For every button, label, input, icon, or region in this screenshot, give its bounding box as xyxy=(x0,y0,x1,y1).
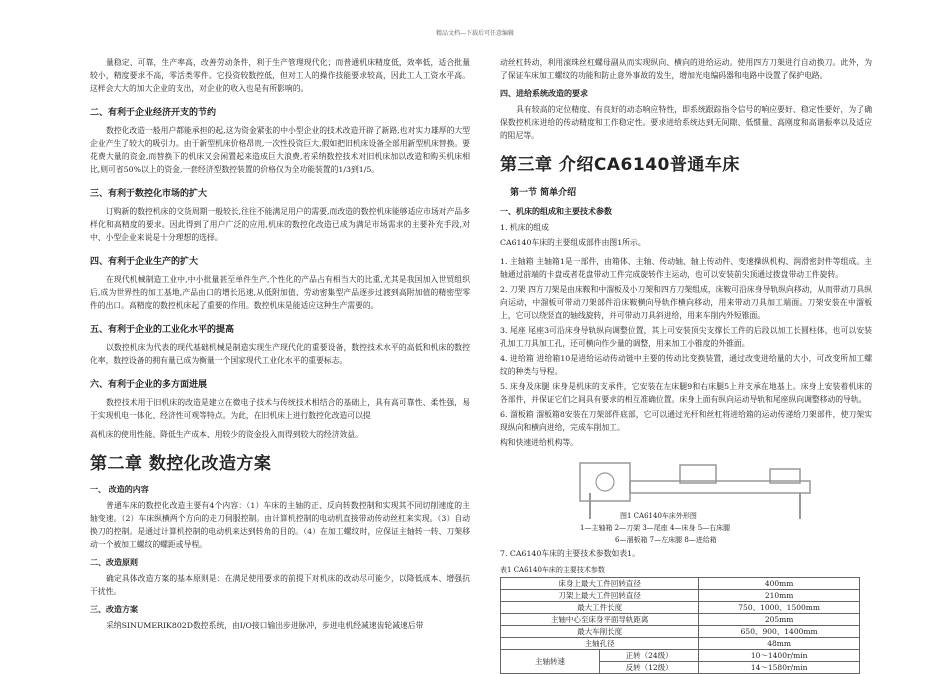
spec-value: 750、1000、1500mm xyxy=(699,602,860,614)
section-5-title: 五、有利于企业的工业化水平的提高 xyxy=(90,325,235,335)
section-2-title: 二、有利于企业经济开支的节约 xyxy=(90,108,217,118)
content-text: 普通车床的数控化改造主要有4个内容：（1）车床的主轴的正、反向转数控制和实现其不同切削速度的主轴变速。（2）车床纵横两个方向的走刀伺服控制。由计算机控制的电动机直接带动传动丝杠来实现。（3）自动换刀的控制。是通过计算机控制的电动机来达到转角的目的。（4）在加工螺纹时，应保证主轴转一转、刀架移动一个被加工螺纹的螺距或导程。 xyxy=(90,501,470,549)
table-row xyxy=(501,626,860,638)
subsection-1-title: 一、机床的组成和主要技术参数 xyxy=(500,207,612,216)
para-tailstock: 3. 尾座 尾座3可沿床身导轨纵向调整位置，其上可安装顶尖支撑长工件的后段以加工长圆柱体，也可以安装孔加工刀具加工孔，还可横向作少量的调整，用来加工小锥度的外锥面。 xyxy=(500,326,872,348)
table-row xyxy=(501,638,860,650)
spec-value: 10～1400r/min xyxy=(699,650,860,662)
feed-requirements-text: 具有较高的定位精度、有良好的动态响应特性，即系统跟踪指令信号的响应要好、稳定性要好，为了确保数控机床进给的传动精度和工作稳定性。要求进给系统达到无间隙、低惯量、高刚度和高谐振率以及适应的阻尼等。 xyxy=(500,105,872,140)
section-4-title: 四、有利于企业生产的扩大 xyxy=(90,257,199,267)
figure-caption: 图1 CA6140车床外形图 xyxy=(620,512,697,520)
section-3-text: 订购新的数控机床的交货周期一般较长,往往不能满足用户的需要,而改造的数控机床能够适应市场对产品多样化和高精度的要求。因此得到了用户广泛的应用,机床的数控化改造已成为满足市场需求的主要补充手段,对中、小型企业来说是十分理想的选择。 xyxy=(90,207,470,242)
table-row xyxy=(501,590,860,602)
figure-legend-2: 6—溜板箱 7—左床腿 8—进给箱 xyxy=(615,536,717,544)
plan-text: 采纳SINUMERIK802D数控系统，由I/O接口输出步进脉冲，步进电机经减速齿轮减速后带 xyxy=(106,621,424,630)
lathe-figure xyxy=(500,451,872,561)
spec-value: 400mm xyxy=(699,578,860,590)
lathe-drawing-icon xyxy=(570,451,830,521)
section-6-title: 六、有利于企业的多方面进展 xyxy=(90,380,208,390)
plan-title: 三、改造方案 xyxy=(90,605,138,614)
para-feed-box: 4. 进给箱 进给箱10是进给运动传动链中主要的传动比变换装置，通过改变进给量的大小，可改变所加工螺纹的种类与导程。 xyxy=(500,354,872,376)
table-caption: 表1 CA6140车床的主要技术参数 xyxy=(500,566,605,574)
section-4-text: 在现代机械制造工业中,中小批量甚至单件生产,个性化的产品占有相当大的比重,尤其是我国加入世贸组织后,成为世界性的加工基地,产品由口的增长迅速,从低附加值、劳动密集型产品逐步过渡到高附加值的精密型零件的出口。高精度的数控机床起了重要的作用。数控机床是能适应这种生产需要的。 xyxy=(90,275,470,310)
left-column xyxy=(90,56,470,638)
spec-value: 48mm xyxy=(699,638,860,650)
section-3-title: 三、有利于数控化市场的扩大 xyxy=(90,189,208,199)
spec-subname: 正转（24级） xyxy=(600,650,699,662)
para-headstock: 1. 主轴箱 主轴箱1是一部件，由箱体、主轴、传动轴、轴上传动件、变速操纵机构、润滑密封件等组成。主轴通过前端的卡盘或者花盘带动工件完成旋转作主运动，也可以安装前尖顶通过拨盘带动工件旋转。 xyxy=(500,257,872,279)
spec-intro: 7. CA6140车床的主要技术参数如表1。 xyxy=(500,549,640,558)
spec-name: 最大车削长度 xyxy=(501,626,699,638)
para-tool-post: 2. 刀架 四方刀架是由床鞍和中溜板及小刀架和四方刀架组成，床鞍可沿床身导轨纵向移动，从而带动刀具纵向运动，中溜板可带动刀架部件沿床鞍横向导轨作横向移动，用来带动刀具加工端面。刀架安装在中溜板上，它可以绕竖直的轴线旋转，并可带动刀具斜进给，用来车削内外短锥面。 xyxy=(500,285,872,320)
figure-legend-1: 1—主轴箱 2—刀架 3—尾座 4—床身 5—右床腿 xyxy=(580,524,731,532)
chapter-3-title: 第三章 介绍CA6140普通车床 xyxy=(500,155,740,175)
principle-title: 二、改造原则 xyxy=(90,558,138,567)
spec-value: 205mm xyxy=(699,614,860,626)
spec-name: 最大工件长度 xyxy=(501,602,699,614)
spec-name: 床身上最大工件回转直径 xyxy=(501,578,699,590)
section-6-text-cont: 高机床的使用性能、降低生产成本、用较少的资金投入而得到较大的经济效益。 xyxy=(90,430,363,439)
spec-value: 14～1580r/min xyxy=(699,662,860,674)
section-5-text: 以数控机床为代表的现代基础机械是制造实现生产现代化的重要设备，数控技术水平的高低和机床的数控化率，数控设备的拥有量已成为衡量一个国家现代工业化水平的重要标志。 xyxy=(90,343,470,365)
table-row xyxy=(501,650,860,662)
spec-name: 主轴孔径 xyxy=(501,638,699,650)
spec-value: 210mm xyxy=(699,590,860,602)
spec-table xyxy=(500,577,860,674)
para-apron-cont: 构和快速进给机构等。 xyxy=(500,438,578,447)
right-column xyxy=(500,56,872,674)
section-6-text: 数控技术用于旧机床的改造是建立在微电子技术与传统技术相结合的基础上，具有高可靠性、柔性强，易于实现机电一体化、经济性可观等特点。为此，在旧机床上进行数控化改造可以提 xyxy=(90,398,470,420)
item-1-text: CA6140车床的主要组成部件由图1所示。 xyxy=(500,238,646,247)
para-bed: 5. 床身及床腿 床身是机床的支承件，它安装在左床腿9和右床腿5上并支承在地基上。床身上安装着机床的各部件，并保证它们之间具有要求的相互准确位置。床身上面有纵向运动导轨和尾座纵向调整移动的导轨。 xyxy=(500,382,872,404)
spec-name: 主轴转速 xyxy=(501,650,600,674)
continuation-paragraph: 动丝杠转动，利用滚珠丝杠螺母副从而实现纵向、横向的进给运动。使用四方刀架进行自动换刀。此外，为了保证车床加工螺纹的功能和防止意外事故的发生，增加光电编码器和电路中设置了保护电路。 xyxy=(500,58,872,80)
chapter-2-title: 第二章 数控化改造方案 xyxy=(90,454,272,474)
table-row xyxy=(501,578,860,590)
spec-subname: 反转（12级） xyxy=(600,662,699,674)
principle-text: 确定具体改造方案的基本原则是：在满足使用要求的前提下对机床的改动尽可能少，以降低成本、增强抗干扰性。 xyxy=(90,574,470,596)
table-row xyxy=(501,614,860,626)
page-header: 精品文档---下载后可任意编辑 xyxy=(435,30,515,37)
spec-value: 650、900、1400mm xyxy=(699,626,860,638)
spec-name: 主轴中心至床身平面导轨距离 xyxy=(501,614,699,626)
section-2-text: 数控化改造一般用户都能承担的起,这为资金紧张的中小型企业的技术改造开辟了新路,也对实力雄厚的大型企业产生了较大的吸引力。由于新型机床价格昂贵,一次性投资巨大,假如把旧机床设备全部用新型机床替换。要花费大量的资金,而替换下的机床又会闲置起来造成巨大浪费,若采纳数控技术对旧机床加以改造和购买机床相比,则可省50%以上的资金,一套经济型数控装置的价格仅为全功能装置的1/3到1/5。 xyxy=(90,126,470,174)
para-apron: 6. 溜板箱 溜板箱8安装在刀架部件底部，它可以通过光杆和丝杠将进给箱的运动传递给刀架部件，使刀架实现纵向和横向进给，完成车削加工。 xyxy=(500,410,872,432)
item-1: 1. 机床的组成 xyxy=(500,223,549,232)
content-title: 一、 改造的内容 xyxy=(90,485,149,494)
intro-paragraph: 量稳定、可靠，生产率高，改善劳动条件，利于生产管理现代化；而普通机床精度低，效率低，适合批量较小，精度要求不高，零活类零件。它投资较数控低，但对工人的操作技能要求较高，因此工人工资水平高。这样会大大的加大企业的支出，对企业的收入也是有所影响的。 xyxy=(90,58,470,93)
spec-name: 刀架上最大工件回转直径 xyxy=(501,590,699,602)
table-row xyxy=(501,602,860,614)
section-1-title: 第一节 简单介绍 xyxy=(510,188,577,198)
feed-requirements-title: 四、进给系统改造的要求 xyxy=(500,89,588,98)
